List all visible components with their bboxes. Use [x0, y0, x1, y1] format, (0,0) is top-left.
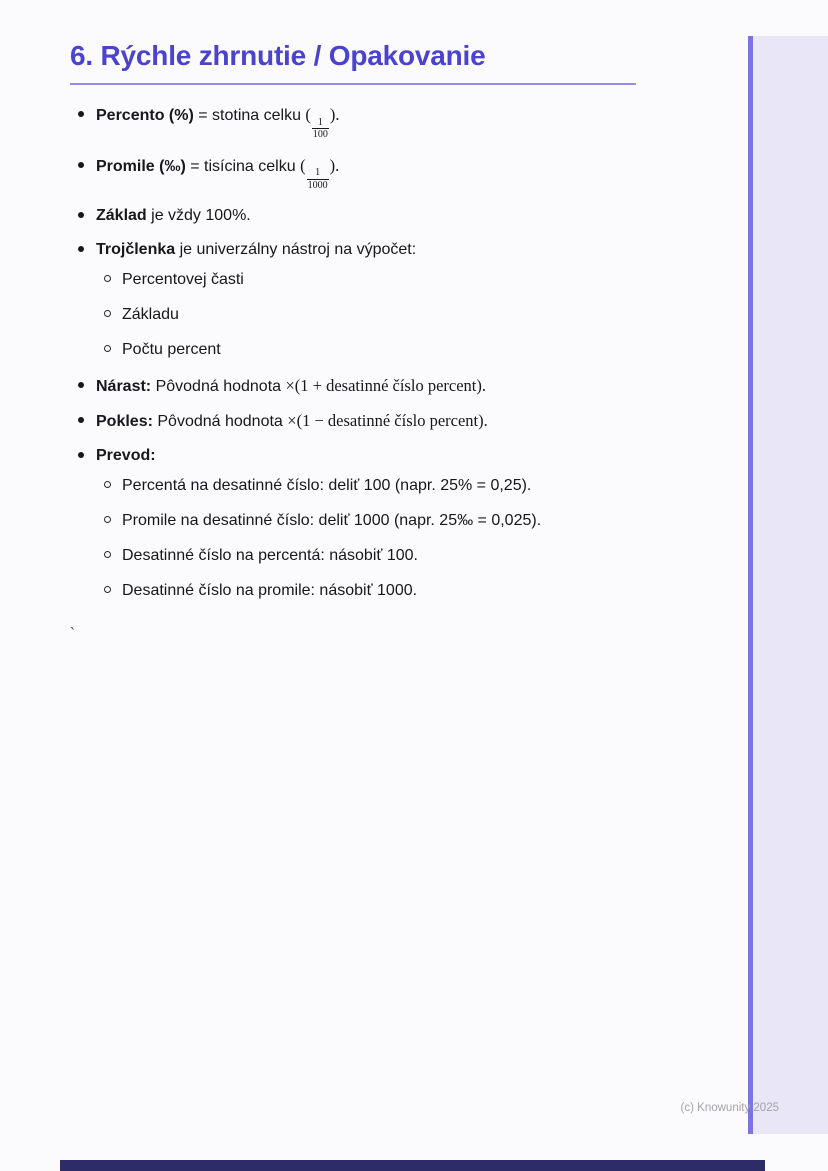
page-edge-band — [751, 36, 828, 1134]
subitem-text: Promile na desatinné číslo: deliť 1000 (napr. 25‰ = 0,025). — [122, 512, 542, 530]
prevod-sublist — [96, 476, 636, 600]
item-body: Pôvodná hodnota — [151, 378, 286, 396]
item-term: Prevod: — [96, 447, 156, 465]
list-item-zaklad — [70, 206, 636, 225]
bullet-disc-icon — [78, 382, 84, 388]
item-text — [96, 446, 636, 602]
item-text — [96, 376, 636, 396]
subitem-text: Percentá na desatinné číslo: deliť 100 (napr. 25% = 0,25). — [122, 477, 532, 495]
bullet-circle-icon — [104, 551, 111, 558]
item-term: Nárast: — [96, 378, 152, 396]
stray-backtick: ` — [70, 625, 75, 643]
copyright-watermark: (c) Knowunity 2025 — [680, 1102, 779, 1114]
math-close-paren: ). — [329, 105, 340, 125]
bullet-circle-icon — [104, 345, 111, 352]
bullet-disc-icon — [78, 246, 84, 252]
fraction-numerator: 1 — [315, 167, 321, 179]
math-open-paren: ( — [305, 105, 311, 125]
math-close-paren: ). — [329, 155, 340, 175]
list-item-promile — [70, 156, 636, 192]
fraction-denominator: 1000 — [307, 179, 328, 191]
bullet-disc-icon — [78, 417, 84, 423]
subitem-text: Desatinné číslo na promile: násobiť 1000. — [122, 582, 418, 600]
item-text — [96, 206, 636, 225]
item-term: Percento (%) — [96, 107, 194, 125]
subitem-text: Základu — [122, 306, 179, 324]
fraction — [312, 117, 329, 141]
item-text — [96, 411, 636, 431]
subitem-text: Percentovej časti — [122, 271, 244, 289]
bullet-circle-icon — [104, 516, 111, 523]
list-item-percento — [70, 105, 636, 141]
bullet-circle-icon — [104, 275, 111, 282]
page-title: 6. Rýchle zhrnutie / Opakovanie — [70, 40, 486, 71]
bullet-disc-icon — [78, 162, 84, 168]
summary-list — [70, 105, 636, 602]
bullet-disc-icon — [78, 452, 84, 458]
page-edge-line — [748, 36, 753, 1134]
list-item-trojclenka — [70, 240, 636, 361]
sublist-item — [96, 511, 636, 530]
fraction-numerator: 1 — [317, 116, 323, 128]
bullet-circle-icon — [104, 310, 111, 317]
item-term: Základ — [96, 207, 147, 225]
fraction-denominator: 100 — [312, 129, 328, 141]
bullet-circle-icon — [104, 586, 111, 593]
subitem-text: Počtu percent — [122, 341, 221, 359]
bullet-disc-icon — [78, 212, 84, 218]
trojclenka-sublist — [96, 270, 636, 359]
bullet-disc-icon — [78, 111, 84, 117]
sublist-item — [96, 546, 636, 565]
sublist-item — [96, 476, 636, 495]
list-item-pokles — [70, 411, 636, 431]
math-segment: ×(1 − desatinné číslo percent). — [287, 411, 488, 431]
list-item-narast — [70, 376, 636, 396]
item-term: Pokles: — [96, 413, 153, 431]
item-text — [96, 240, 636, 361]
item-body: Pôvodná hodnota — [152, 413, 288, 431]
list-item-prevod — [70, 446, 636, 602]
item-term: Trojčlenka — [96, 241, 176, 259]
bullet-circle-icon — [104, 481, 111, 488]
item-term: Promile (‰) — [96, 157, 186, 175]
fraction — [307, 167, 329, 191]
item-body: je vždy 100%. — [146, 207, 251, 225]
item-body: = tisícina celku — [185, 157, 301, 175]
item-text — [96, 105, 636, 141]
math-segment: ×(1 + desatinné číslo percent). — [285, 376, 486, 396]
sublist-item — [96, 305, 636, 324]
document-content — [70, 40, 636, 642]
math-open-paren: ( — [300, 155, 306, 175]
math-segment — [300, 155, 340, 191]
item-body: = stotina celku — [193, 107, 306, 125]
sublist-item — [96, 270, 636, 289]
subitem-text: Desatinné číslo na percentá: násobiť 100. — [122, 547, 418, 565]
next-page-top-bar — [60, 1160, 765, 1171]
title-underline — [70, 83, 636, 85]
item-text — [96, 156, 636, 192]
sublist-item — [96, 340, 636, 359]
math-segment — [305, 105, 340, 141]
sublist-item — [96, 581, 636, 600]
item-body: je univerzálny nástroj na výpočet: — [175, 241, 417, 259]
